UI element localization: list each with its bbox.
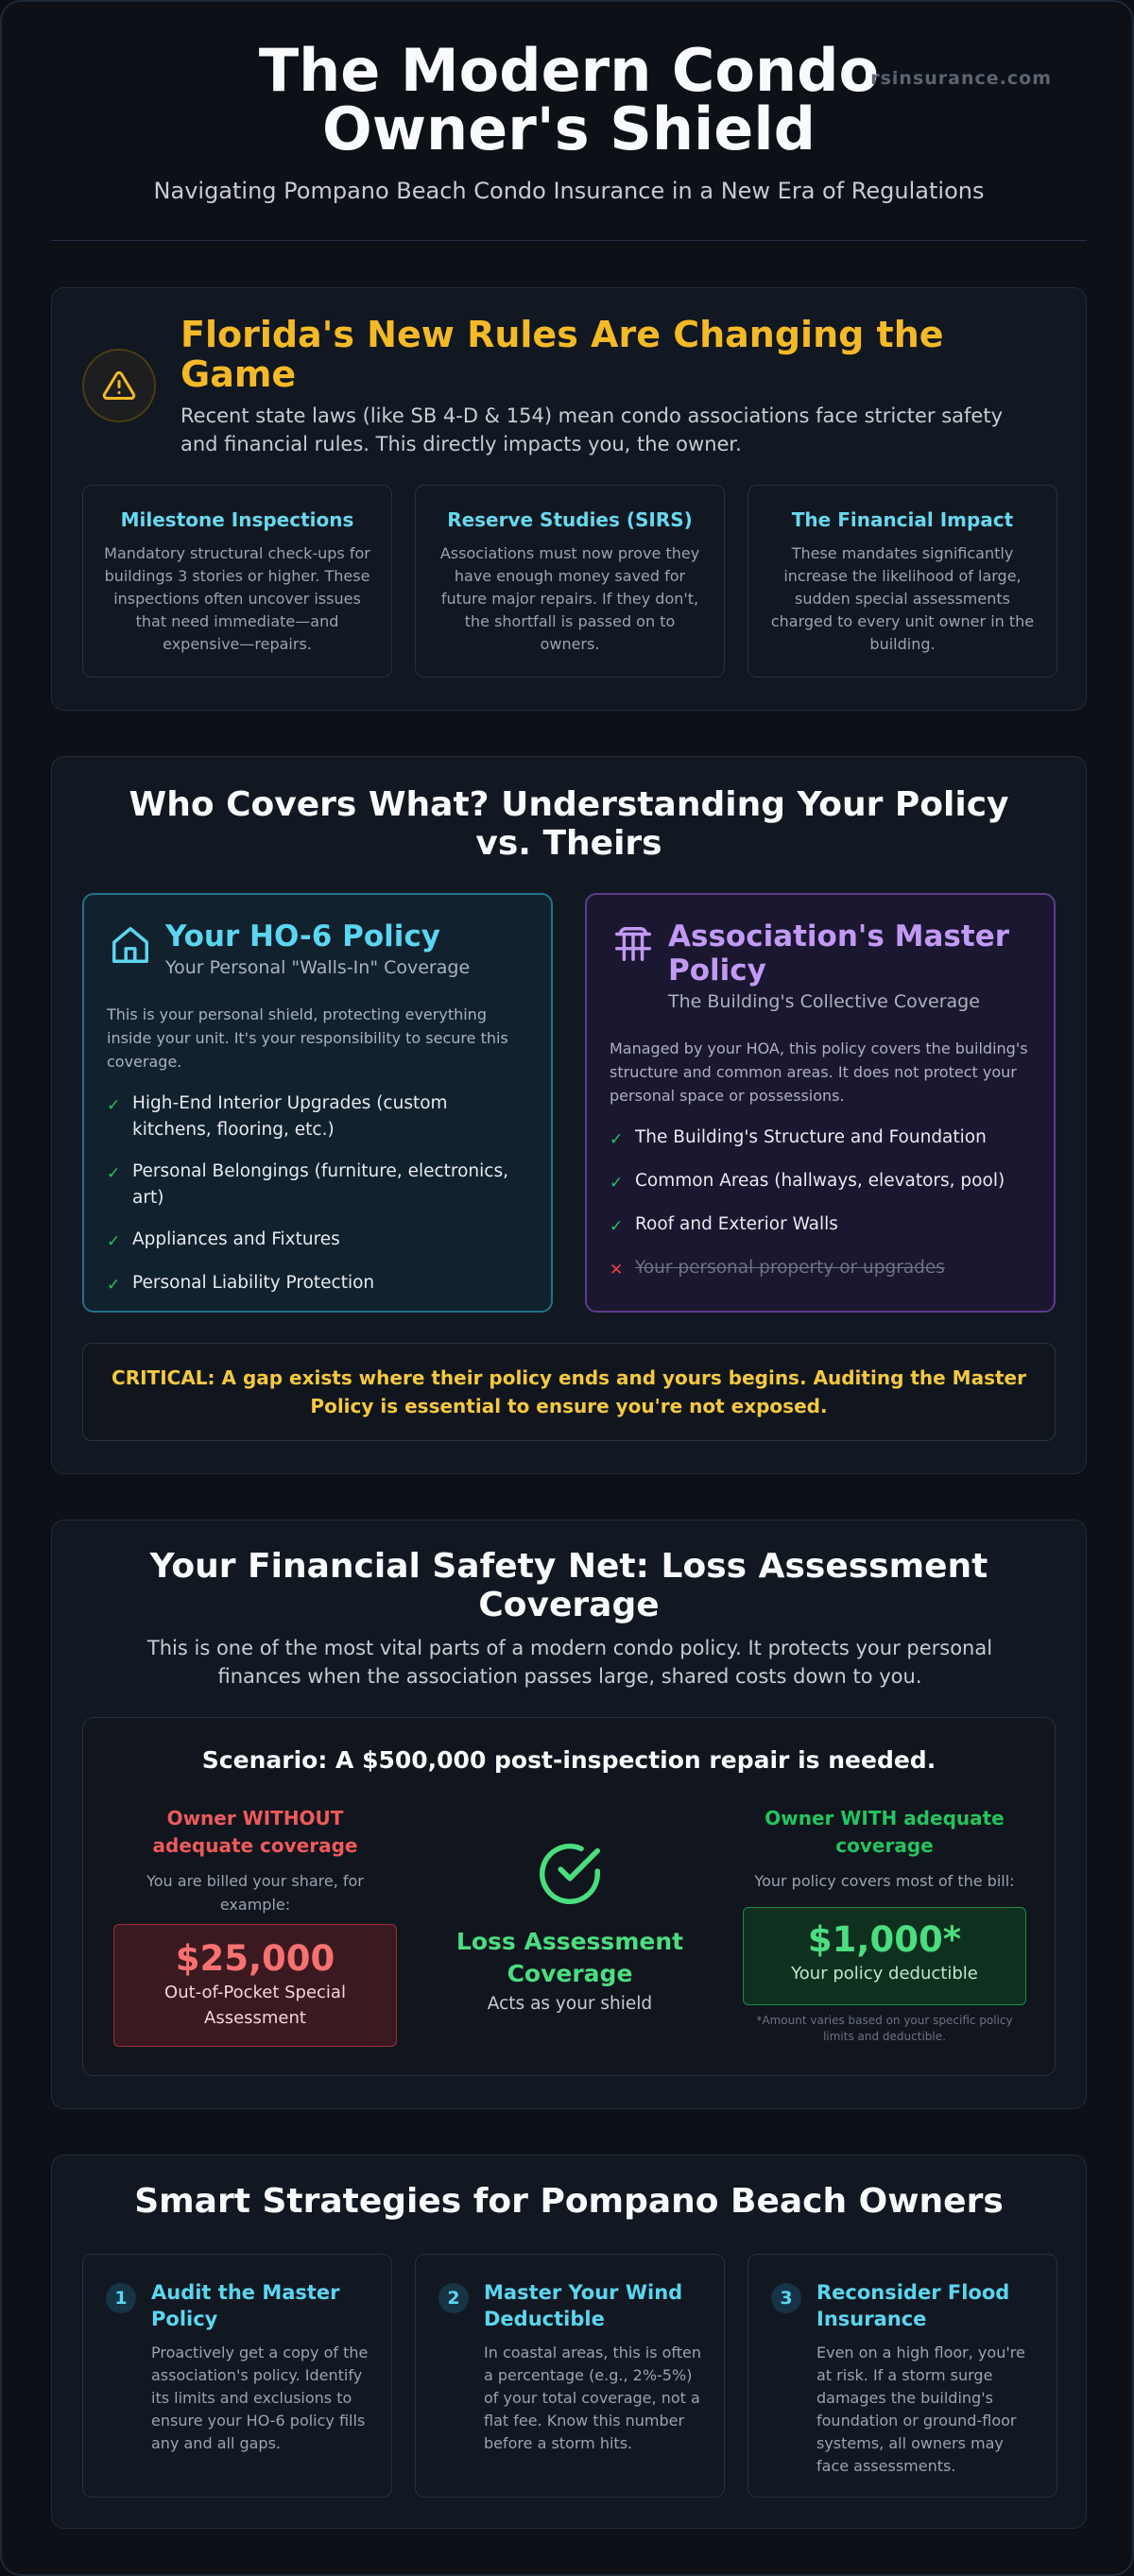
- master-policy-card: [585, 893, 1056, 1313]
- strategy-text: In coastal areas, this is often a percentage (e.g., 2%-5%) of your total coverage, not a flat fee. Know this number before a storm hits.: [484, 2344, 702, 2452]
- list-item: ✕ Your personal property or upgrades: [610, 1255, 1031, 1283]
- assessment-amount-box: [113, 1924, 397, 2047]
- rule-card: [82, 485, 392, 678]
- rule-card: [415, 485, 725, 678]
- ho6-subtitle: Your Personal "Walls-In" Coverage: [165, 957, 471, 978]
- deductible-amount: $1,000*: [807, 1919, 962, 1960]
- coverage-title: Who Covers What? Understanding Your Policy vs. Theirs: [129, 785, 1009, 863]
- rule-card-title: Milestone Inspections: [120, 508, 354, 531]
- without-coverage: [113, 1805, 397, 1916]
- watermark: rsinsurance.com: [870, 68, 1052, 89]
- check-icon: ✓: [107, 1232, 121, 1251]
- strategy-text: Proactively get a copy of the association's policy. Identify its limits and exclusions to ensure your HO-6 policy fills any and all gaps.: [151, 2344, 369, 2452]
- list-item: ✓ High-End Interior Upgrades (custom kitchens, flooring, etc.): [107, 1091, 528, 1143]
- strategy-title: Audit the Master Policy: [151, 2281, 340, 2330]
- deductible-footnote: *Amount varies based on your specific policy limits and deductible.: [756, 2014, 1013, 2043]
- ho6-title: Your HO-6 Policy: [165, 919, 441, 953]
- master-description: Managed by your HOA, this policy covers the building's structure and common areas. It does not protect your personal space or possessions.: [610, 1039, 1028, 1105]
- ho6-coverage-list: [107, 1091, 528, 1298]
- shield-title: Loss Assessment Coverage: [455, 1928, 684, 1987]
- scenario-title: Scenario: A $500,000 post-inspection repair is needed.: [201, 1746, 936, 1774]
- rule-card-text: Associations must now prove they have enough money saved for future major repairs. If they don't, the shortfall is passed on to owners.: [439, 544, 700, 653]
- deductible-amount-box: [743, 1907, 1026, 2005]
- check-icon: ✓: [107, 1276, 121, 1295]
- strategy-number: 3: [771, 2283, 801, 2313]
- list-item: ✓ Personal Belongings (furniture, electronics, art): [107, 1159, 528, 1211]
- coverage-panel: [51, 756, 1087, 1474]
- new-rules-panel: [51, 287, 1087, 711]
- check-circle-icon: [533, 1837, 607, 1911]
- rule-card-title: The Financial Impact: [791, 508, 1014, 531]
- loss-lead: This is one of the most vital parts of a modern condo policy. It protects your personal finances when the association passes large, shared costs down to you.: [146, 1637, 993, 1688]
- strategies-title: Smart Strategies for Pompano Beach Owners: [134, 2182, 1004, 2221]
- list-item: ✓ Roof and Exterior Walls: [610, 1211, 1031, 1240]
- rule-card-title: Reserve Studies (SIRS): [447, 508, 693, 531]
- rules-lead: Recent state laws (like SB 4-D & 154) mean condo associations face stricter safety and financial rules. This directly impacts you, the owner.: [180, 404, 1004, 455]
- strategies-panel: [51, 2155, 1087, 2529]
- loss-assessment-shield: [404, 1837, 735, 2014]
- strategy-card: [415, 2254, 725, 2498]
- strategy-text: Even on a high floor, you're at risk. If a storm surge damages the building's foundation or ground-floor systems, all owners may face assessments.: [816, 2344, 1025, 2475]
- strategy-number: 1: [106, 2283, 136, 2313]
- critical-callout: CRITICAL: A gap exists where their policy ends and yours begins. Auditing the Master Policy is essential to ensure you're not exposed.: [82, 1343, 1056, 1441]
- strategy-title: Master Your Wind Deductible: [484, 2281, 683, 2330]
- page-title: The Modern Condo Owner's Shield: [258, 36, 880, 163]
- master-subtitle: The Building's Collective Coverage: [668, 991, 980, 1012]
- strategy-card: [82, 2254, 392, 2498]
- list-item: ✓ Common Areas (hallways, elevators, pool): [610, 1168, 1031, 1196]
- assessment-caption: Out-of-Pocket Special Assessment: [164, 1983, 346, 2028]
- strategy-title: Reconsider Flood Insurance: [816, 2281, 1010, 2330]
- list-item: ✓ Appliances and Fixtures: [107, 1227, 528, 1255]
- master-title: Association's Master Policy: [668, 919, 1010, 987]
- deductible-caption: Your policy deductible: [791, 1964, 978, 1984]
- assessment-amount: $25,000: [175, 1938, 335, 1979]
- building-columns-icon: [611, 923, 655, 967]
- page-subtitle: Navigating Pompano Beach Condo Insurance in a New Era of Regulations: [153, 178, 985, 204]
- ho6-description: This is your personal shield, protecting everything inside your unit. It's your responsibility to secure this coverage.: [107, 1005, 508, 1071]
- check-icon: ✓: [107, 1164, 121, 1183]
- hero: [2, 36, 1134, 204]
- check-icon: ✓: [610, 1174, 624, 1193]
- house-icon: [109, 923, 152, 967]
- master-coverage-list: [610, 1125, 1031, 1283]
- cross-icon: ✕: [610, 1261, 624, 1279]
- without-title: Owner WITHOUT adequate coverage: [152, 1807, 358, 1857]
- with-note: Your policy covers most of the bill:: [754, 1872, 1015, 1890]
- without-note: You are billed your share, for example:: [146, 1872, 364, 1914]
- list-item: ✓ Personal Liability Protection: [107, 1270, 528, 1298]
- list-item: ✓ The Building's Structure and Foundation: [610, 1125, 1031, 1153]
- loss-title: Your Financial Safety Net: Loss Assessment Coverage: [149, 1547, 988, 1624]
- rule-card: [747, 485, 1057, 678]
- check-icon: ✓: [610, 1217, 624, 1236]
- strategy-number: 2: [438, 2283, 469, 2313]
- with-title: Owner WITH adequate coverage: [765, 1807, 1005, 1857]
- shield-caption: Acts as your shield: [487, 1994, 653, 2014]
- loss-assessment-panel: [51, 1520, 1087, 2109]
- strategy-card: [747, 2254, 1057, 2498]
- scenario-card: [82, 1717, 1056, 2076]
- rule-card-text: Mandatory structural check-ups for buildings 3 stories or higher. These inspections often uncover issues that need immediate—and expensive—repairs.: [104, 544, 370, 653]
- check-icon: ✓: [107, 1096, 121, 1115]
- check-icon: ✓: [610, 1130, 624, 1149]
- rule-card-text: These mandates significantly increase the likelihood of large, sudden special assessments charged to every unit owner in the building.: [770, 544, 1035, 653]
- rules-title: Florida's New Rules Are Changing the Game: [180, 314, 944, 395]
- warning-badge: [82, 349, 156, 422]
- hero-divider: [51, 240, 1087, 241]
- ho6-policy-card: [82, 893, 553, 1313]
- with-coverage: [743, 1805, 1026, 1893]
- warning-triangle-icon: [102, 369, 136, 403]
